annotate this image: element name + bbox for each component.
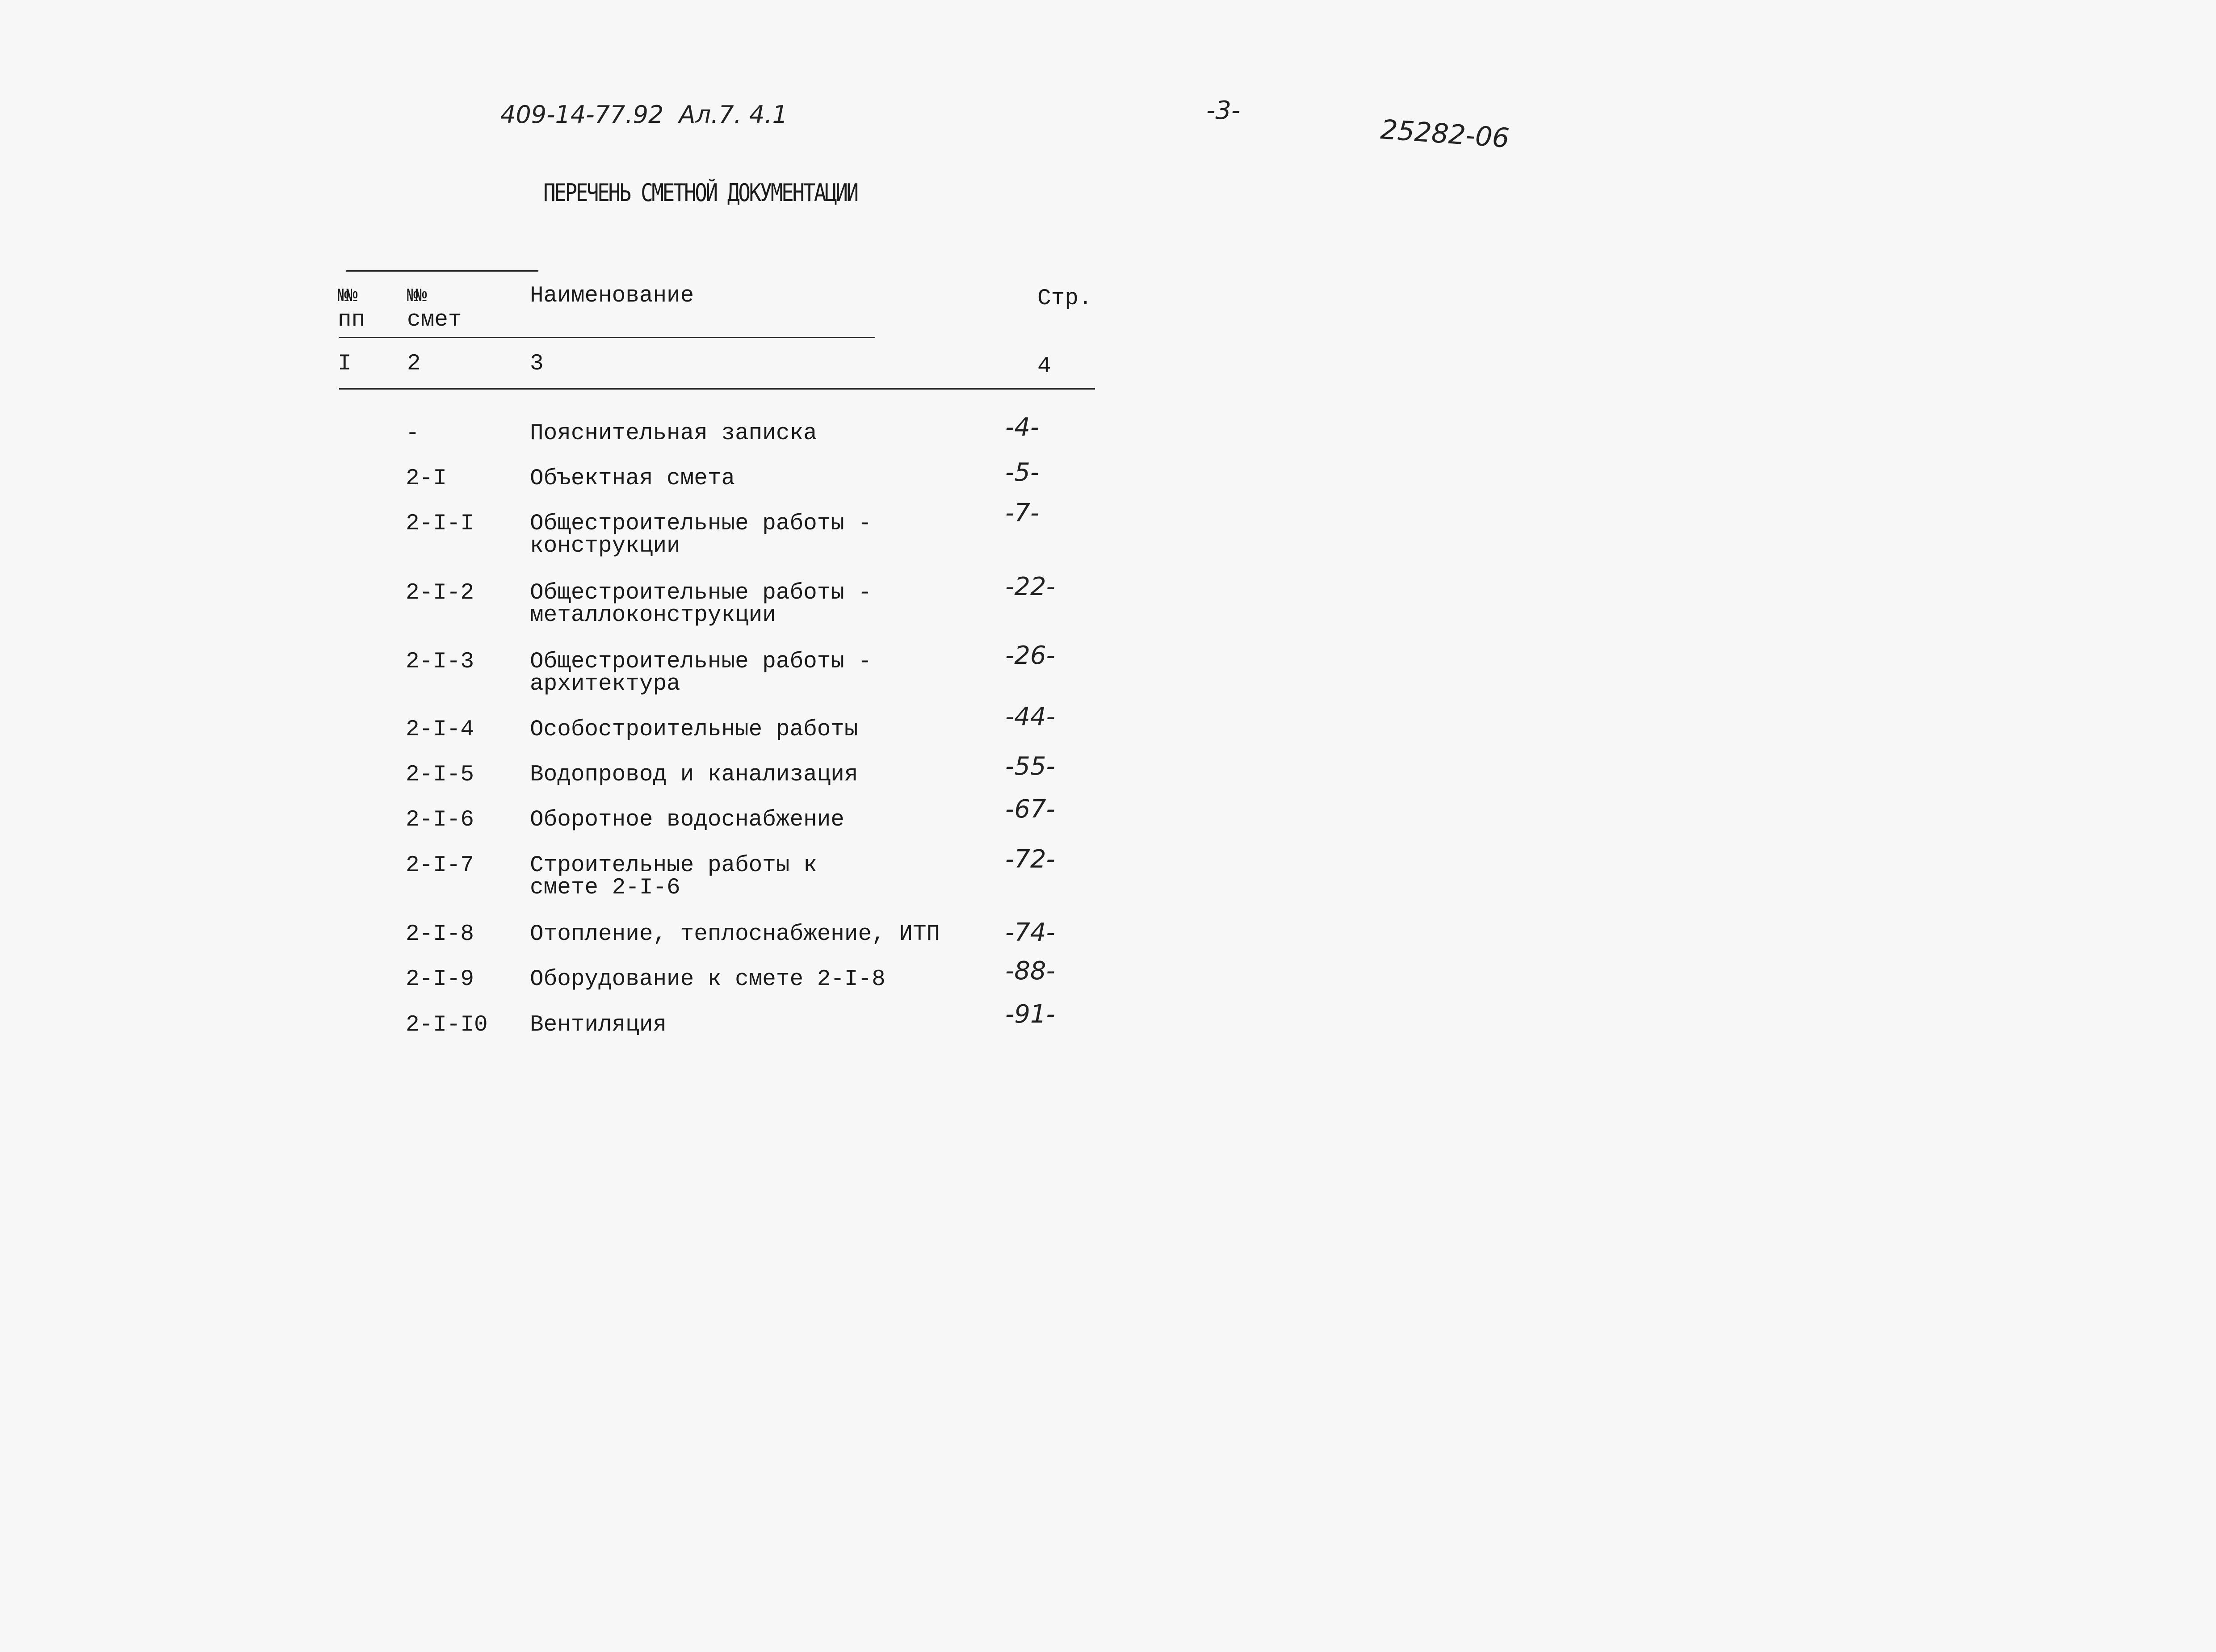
page-title: ПЕРЕЧЕНЬ СМЕТНОЙ ДОКУМЕНТАЦИИ [543,179,857,207]
item-name: Оборотное водоснабжение [530,807,844,833]
estimate-code: 2-I-8 [406,922,474,947]
page-reference: -91- [1005,1000,1055,1029]
document-code: 409-14-77.92 Ал.7. 4.1 [500,101,788,129]
item-name: Общестроительные работы - [530,511,872,537]
column-header-pp-line1: №№ [338,285,355,307]
header-rule [339,337,875,338]
item-name: Отопление, теплоснабжение, ИТП [530,922,940,947]
item-name-continued: архитектура [530,671,680,697]
column-header-smet-line1: №№ [407,285,424,307]
estimate-code: 2-I-3 [406,649,474,675]
item-name: Оборудование к смете 2-I-8 [530,967,886,992]
estimate-code: 2-I-4 [406,717,474,742]
item-name: Общестроительные работы - [530,580,872,606]
item-name-continued: металлоконструкции [530,603,776,628]
estimate-code: 2-I [406,466,447,491]
column-number: 2 [407,351,421,377]
estimate-code: 2-I-6 [406,807,474,833]
estimate-code: 2-I-2 [406,580,474,606]
estimate-code: 2-I-9 [406,967,474,992]
page-reference: -4- [1005,413,1040,442]
item-name: Вентиляция [530,1012,667,1038]
column-header-pp-line2: пп [338,307,365,333]
page-reference: -88- [1005,956,1055,985]
estimate-code: 2-I-5 [406,762,474,788]
page-reference: -72- [1005,845,1055,874]
item-name: Особостроительные работы [530,717,858,742]
page-reference: -67- [1005,795,1055,824]
item-name: Пояснительная записка [530,421,817,446]
column-number: 4 [1037,354,1051,379]
page-reference: -26- [1005,641,1055,670]
table-top-rule [346,270,538,272]
estimate-code: 2-I-I0 [406,1012,488,1038]
page-reference: -5- [1005,458,1040,487]
column-header-page: Стр. [1037,286,1092,311]
item-name-continued: конструкции [530,533,680,559]
page-reference: -74- [1005,918,1055,947]
page-reference: -22- [1005,572,1055,601]
page-reference: -55- [1005,752,1055,781]
column-header-smet-line2: смет [407,307,462,333]
column-number: I [338,351,352,377]
item-name-continued: смете 2-I-6 [530,875,680,901]
page-reference: -44- [1005,702,1055,731]
page-reference: -7- [1005,499,1040,528]
archive-number: 25282-06 [1379,114,1511,155]
item-name: Строительные работы к [530,853,817,878]
column-numbers-rule [339,388,1095,390]
item-name: Объектная смета [530,466,735,491]
item-name: Общестроительные работы - [530,649,872,675]
estimate-code: 2-I-I [406,511,474,537]
estimate-code: 2-I-7 [406,853,474,878]
page-number: -3- [1206,96,1241,125]
column-number: 3 [530,351,544,377]
estimate-code: - [406,421,420,446]
item-name: Водопровод и канализация [530,762,858,788]
column-header-name: Наименование [530,283,694,309]
